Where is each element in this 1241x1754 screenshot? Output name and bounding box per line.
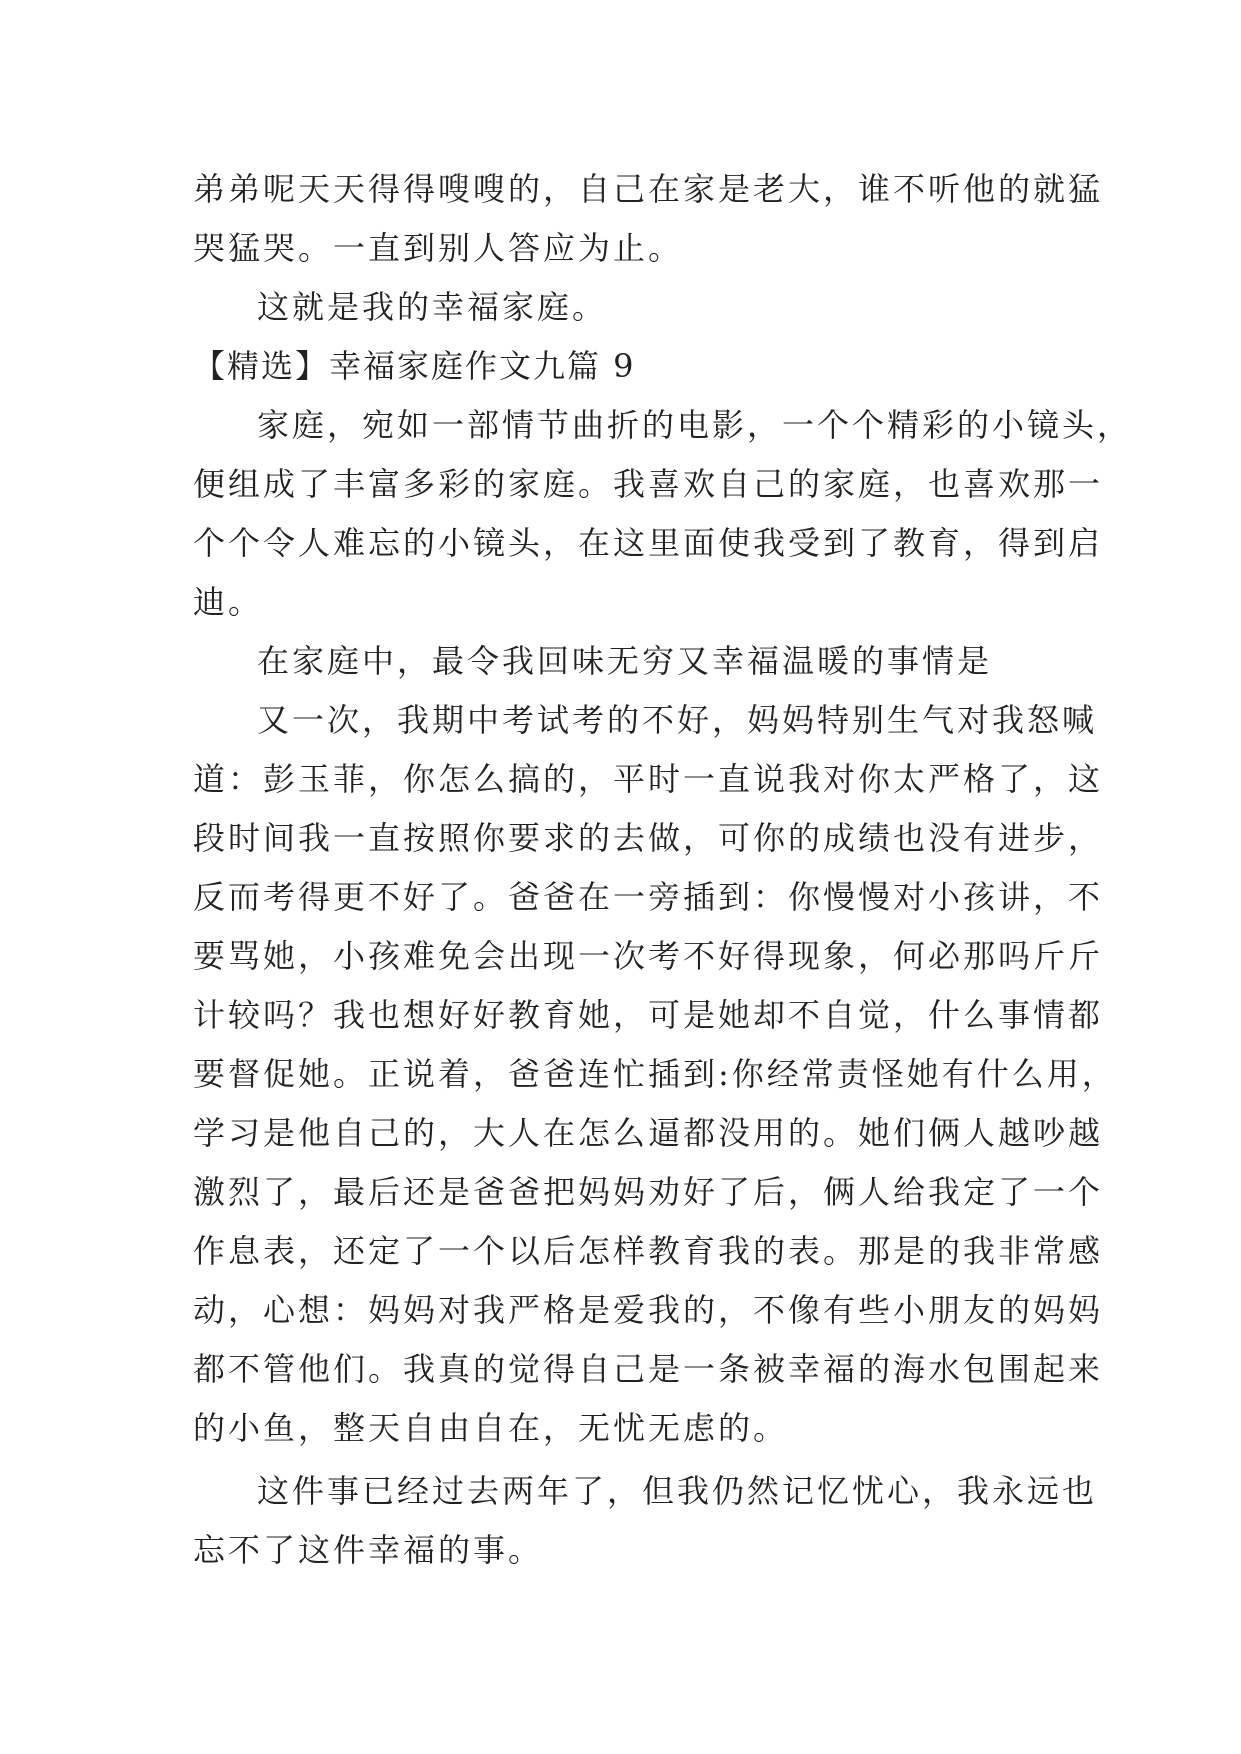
paragraph-line: 都不管他们。我真的觉得自己是一条被幸福的海水包围起来 — [193, 1350, 1104, 1388]
paragraph-line: 动，心想：妈妈对我严格是爱我的，不像有些小朋友的妈妈 — [193, 1291, 1104, 1329]
paragraph-line: 作息表，还定了一个以后怎样教育我的表。那是的我非常感 — [193, 1232, 1104, 1270]
paragraph-line: 学习是他自己的，大人在怎么逼都没用的。她们俩人越吵越 — [193, 1114, 1104, 1152]
paragraph-line: 哭猛哭。一直到别人答应为止。 — [193, 229, 684, 267]
paragraph-line: 这件事已经过去两年了，但我仍然记忆忧心，我永远也 — [257, 1472, 1098, 1510]
essay-text — [193, 160, 1133, 1580]
paragraph-line: 在家庭中，最令我回味无穷又幸福温暖的事情是 — [257, 642, 993, 680]
paragraph-line: 激烈了，最后还是爸爸把妈妈劝好了后，俩人给我定了一个 — [193, 1173, 1104, 1211]
paragraph-line: 段时间我一直按照你要求的去做，可你的成绩也没有进步， — [193, 819, 1104, 857]
paragraph-line: 个个令人难忘的小镜头，在这里面使我受到了教育，得到启 — [193, 524, 1104, 562]
paragraph-line: 要骂她，小孩难免会出现一次考不好得现象，何必那吗斤斤 — [193, 937, 1104, 975]
paragraph-line: 家庭，宛如一部情节曲折的电影，一个个精彩的小镜头， — [257, 406, 1133, 444]
section-heading: 【精选】幸福家庭作文九篇 9 — [193, 347, 636, 385]
paragraph-line: 又一次，我期中考试考的不好，妈妈特别生气对我怒喊 — [257, 701, 1098, 739]
paragraph-line: 便组成了丰富多彩的家庭。我喜欢自己的家庭，也喜欢那一 — [193, 465, 1104, 503]
paragraph-line: 道：彭玉菲，你怎么搞的，平时一直说我对你太严格了，这 — [193, 760, 1104, 798]
paragraph-line: 反而考得更不好了。爸爸在一旁插到：你慢慢对小孩讲，不 — [193, 878, 1104, 916]
paragraph-line: 要督促她。正说着，爸爸连忙插到:你经常责怪她有什么用， — [193, 1055, 1117, 1093]
paragraph-line: 忘不了这件幸福的事。 — [193, 1531, 544, 1569]
paragraph-line: 弟弟呢天天得得嗖嗖的，自己在家是老大，谁不听他的就猛 — [193, 170, 1104, 208]
paragraph-line: 的小鱼，整天自由自在，无忧无虑的。 — [193, 1409, 789, 1447]
paragraph-line: 这就是我的幸福家庭。 — [257, 288, 608, 326]
paragraph-line: 迪。 — [193, 583, 264, 621]
paragraph-line: 计较吗？我也想好好教育她，可是她却不自觉，什么事情都 — [193, 996, 1104, 1034]
